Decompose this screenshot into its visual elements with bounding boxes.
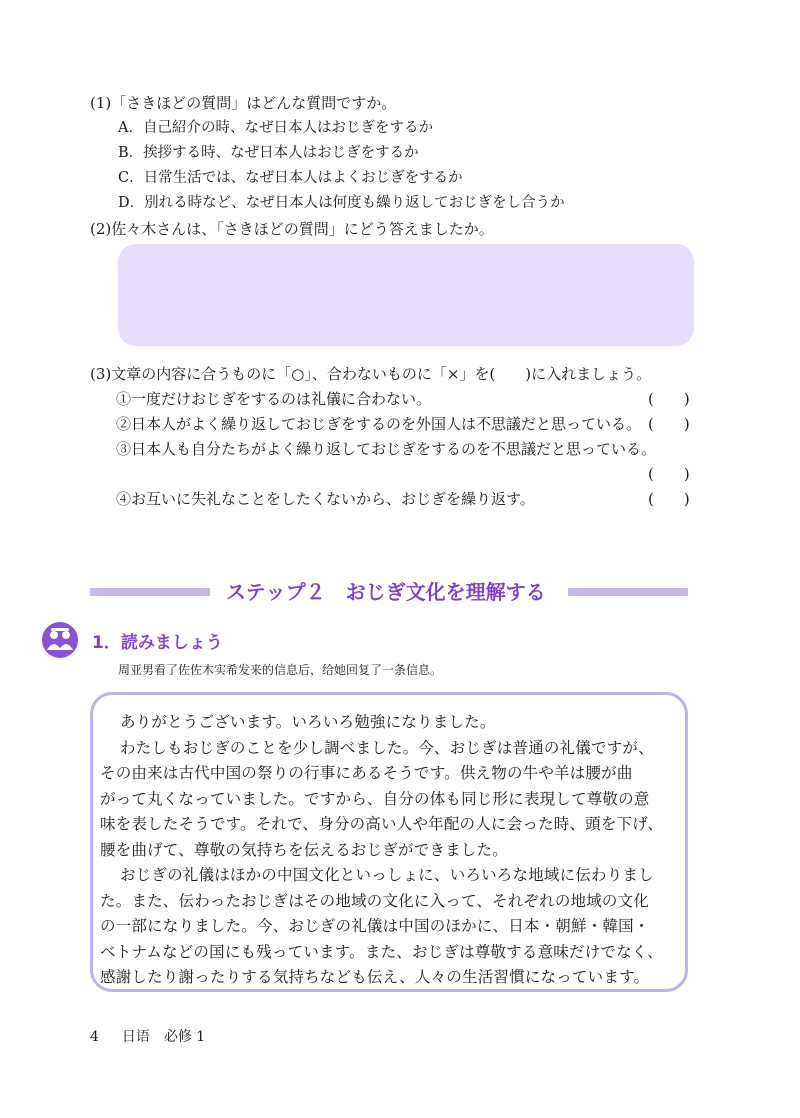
q1-option-c: C．日常生活では、なぜ日本人はよくおじぎをするか (118, 170, 463, 186)
reading-line: ベトナムなどの国にも残っています。また、おじぎは尊敬する意味だけでなく、 (100, 943, 663, 961)
reading-intro: 周亚男看了佐佐木实希发来的信息后，给她回复了一条信息。 (118, 663, 443, 677)
reading-line: た。また、伝わったおじぎはその地域の文化に入って、それぞれの地域の文化 (100, 892, 650, 910)
reading-line: ありがとうございます。いろいろ勉強になりました。 (120, 713, 496, 731)
step-rule-right (568, 588, 688, 596)
q1-option-d: D．別れる時など、なぜ日本人は何度も繰り返しておじぎをし合うか (118, 195, 565, 211)
book-title: 日语 必修 1 (121, 1029, 206, 1045)
q3-blank-4[interactable]: ( ) (648, 490, 690, 508)
reading-line: わたしもおじぎのことを少し調べました。今、おじぎは普通の礼儀ですが、 (120, 739, 654, 757)
q3-item-3: ③日本人も自分たちがよく繰り返しておじぎをするのを不思議だと思っている。 (116, 440, 657, 458)
q3-item-4: ④お互いに失礼なことをしたくないから、おじぎを繰り返す。 (116, 490, 535, 508)
reading-line: がって丸くなっていました。ですから、自分の体も同じ形に表現して尊敬の意 (100, 790, 650, 808)
reading-heading: 1．読みましょう (92, 633, 223, 653)
page-footer (90, 1026, 205, 1046)
reading-line: その由来は古代中国の祭りの行事にあるそうです。供え物の牛や羊は腰が曲 (100, 764, 633, 782)
question-1: (1)「さきほどの質問」はどんな質問ですか。 (90, 94, 397, 112)
q3-blank-1[interactable]: ( ) (648, 390, 690, 408)
q3-item-2: ②日本人がよく繰り返しておじぎをするのを外国人は不思議だと思っている。 (116, 415, 642, 433)
reading-line: 感謝したり謝ったりする気持ちなども伝え、人々の生活習慣になっています。 (100, 968, 650, 986)
q3-item-1: ①一度だけおじぎをするのは礼儀に合わない。 (116, 390, 432, 408)
reading-line: 味を表したそうです。それで、身分の高い人や年配の人に会った時、頭を下げ、 (100, 815, 664, 833)
reading-line: の一部になりました。今、おじぎの礼儀は中国のほかに、日本・朝鮮・韓国・ (100, 917, 650, 935)
step-rule-left (90, 588, 210, 596)
answer-box[interactable] (118, 244, 694, 346)
q3-blank-2[interactable]: ( ) (648, 415, 690, 433)
q1-option-b: B．挨拶する時、なぜ日本人はおじぎをするか (118, 145, 419, 161)
question-2: (2)佐々木さんは、「さきほどの質問」にどう答えましたか。 (90, 220, 494, 238)
q1-option-a: A．自己紹介の時、なぜ日本人はおじぎをするか (118, 120, 433, 136)
reading-line: おじぎの礼儀はほかの中国文化といっしょに、いろいろな地域に伝わりまし (120, 866, 654, 884)
reading-people-icon (42, 622, 78, 658)
reading-line: 腰を曲げて、尊敬の気持ちを伝えるおじぎができました。 (100, 841, 508, 859)
question-3: (3)文章の内容に合うものに「○」、合わないものに「×」を( )に入れましょう。 (90, 365, 652, 383)
page-number: 4 (90, 1029, 99, 1045)
step-title: ステップ２ おじぎ文化を理解する (226, 580, 546, 604)
q3-blank-3[interactable]: ( ) (648, 465, 690, 483)
